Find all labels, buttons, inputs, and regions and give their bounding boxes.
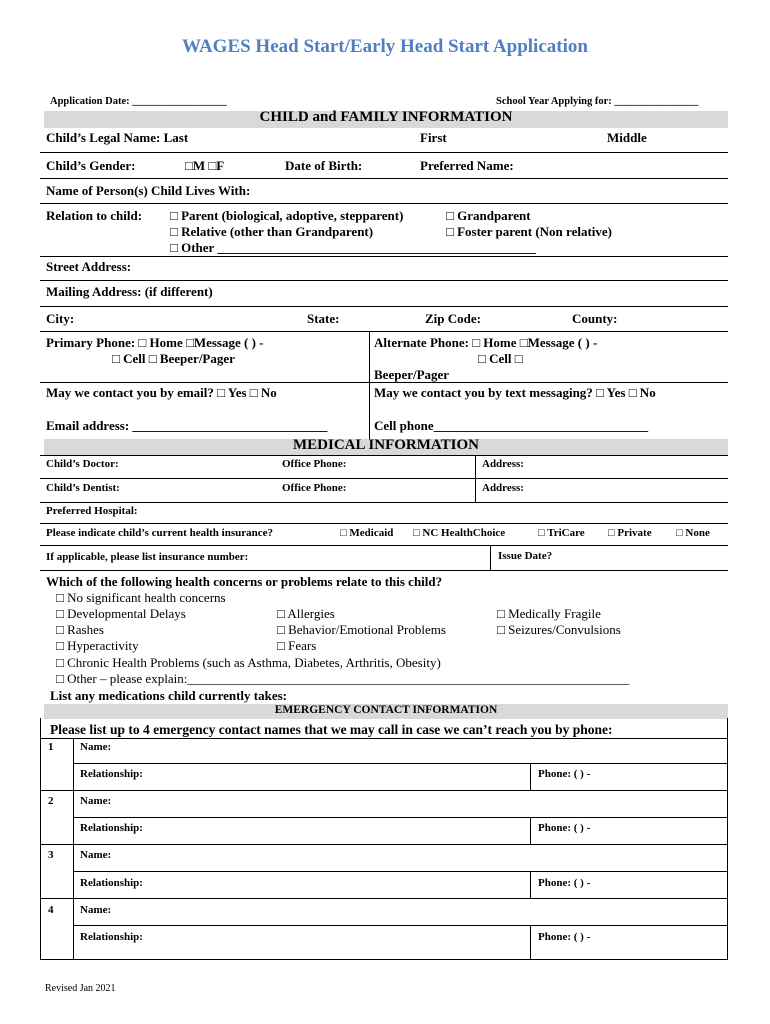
- insurance-question: Please indicate child’s current health insurance?: [46, 527, 274, 539]
- concern-behavior-checkbox[interactable]: □ Behavior/Emotional Problems: [277, 622, 446, 637]
- health-concerns-question: Which of the following health concerns or problems relate to this child?: [46, 574, 443, 589]
- phone-column-divider: [369, 331, 370, 439]
- medications-label: List any medications child currently takes:: [50, 688, 288, 703]
- email-contact-question[interactable]: May we contact you by email? □ Yes □ No: [46, 385, 277, 400]
- primary-phone-type[interactable]: □ Cell □ Beeper/Pager: [112, 351, 235, 366]
- relation-other-checkbox[interactable]: □ Other _________________________________________________: [170, 240, 536, 255]
- divider: [73, 925, 728, 926]
- school-year-field[interactable]: School Year Applying for: ________________: [496, 96, 699, 107]
- divider: [40, 545, 728, 546]
- zip-label: Zip Code:: [425, 311, 481, 326]
- contact-phone-label: Phone: ( ) -: [538, 822, 591, 834]
- divider: [40, 738, 728, 739]
- divider: [40, 203, 728, 204]
- phone-divider: [530, 925, 531, 960]
- grid-left-border: [40, 718, 41, 960]
- divider: [40, 523, 728, 524]
- contact-number: 3: [48, 849, 54, 861]
- insurance-tricare-checkbox[interactable]: □ TriCare: [538, 527, 585, 539]
- contact-phone-label: Phone: ( ) -: [538, 768, 591, 780]
- divider: [73, 871, 728, 872]
- email-address-field[interactable]: Email address: ______________________________: [46, 418, 328, 433]
- concern-allergies-checkbox[interactable]: □ Allergies: [277, 606, 335, 621]
- concern-rashes-checkbox[interactable]: □ Rashes: [56, 622, 104, 637]
- concern-seizures-checkbox[interactable]: □ Seizures/Convulsions: [497, 622, 621, 637]
- contact-relationship-label: Relationship:: [80, 877, 143, 889]
- doctor-address-label: Address:: [482, 458, 524, 470]
- divider: [40, 306, 728, 307]
- contact-phone-label: Phone: ( ) -: [538, 931, 591, 943]
- divider: [40, 570, 728, 571]
- relation-foster-checkbox[interactable]: □ Foster parent (Non relative): [446, 224, 612, 239]
- divider: [40, 478, 728, 479]
- divider: [40, 455, 728, 456]
- text-contact-question[interactable]: May we contact you by text messaging? □ Yes □ No: [374, 385, 656, 400]
- contact-relationship-label: Relationship:: [80, 822, 143, 834]
- divider: [40, 502, 728, 503]
- doctor-label: Child’s Doctor:: [46, 458, 119, 470]
- dob-label: Date of Birth:: [285, 158, 363, 173]
- divider: [73, 817, 728, 818]
- insurance-number-label: If applicable, please list insurance number:: [46, 551, 249, 563]
- alternate-phone-beeper[interactable]: Beeper/Pager: [374, 367, 450, 382]
- divider: [73, 763, 728, 764]
- dentist-phone-label: Office Phone:: [282, 482, 347, 494]
- primary-phone-field[interactable]: Primary Phone: □ Home □Message ( ) -: [46, 335, 264, 350]
- relation-relative-checkbox[interactable]: □ Relative (other than Grandparent): [170, 224, 374, 239]
- contact-relationship-label: Relationship:: [80, 931, 143, 943]
- alternate-phone-type[interactable]: □ Cell □: [478, 351, 523, 366]
- insurance-private-checkbox[interactable]: □ Private: [608, 527, 652, 539]
- contact-relationship-label: Relationship:: [80, 768, 143, 780]
- doctor-phone-label: Office Phone:: [282, 458, 347, 470]
- cell-phone-field[interactable]: Cell phone_________________________________: [374, 418, 649, 433]
- contact-name-label: Name:: [80, 849, 112, 861]
- relation-parent-checkbox[interactable]: □ Parent (biological, adoptive, stepparent): [170, 208, 404, 223]
- divider: [40, 178, 728, 179]
- alternate-phone-field[interactable]: Alternate Phone: □ Home □Message ( ) -: [374, 335, 598, 350]
- divider: [40, 280, 728, 281]
- contact-name-label: Name:: [80, 904, 112, 916]
- address-column-divider: [475, 455, 476, 503]
- contact-number: 1: [48, 741, 54, 753]
- relation-grandparent-checkbox[interactable]: □ Grandparent: [446, 208, 531, 223]
- gender-label: Child’s Gender:: [46, 158, 136, 173]
- application-date-field[interactable]: Application Date: __________________: [50, 96, 227, 107]
- insurance-nc-healthchoice-checkbox[interactable]: □ NC HealthChoice: [413, 527, 506, 539]
- lives-with-label: Name of Person(s) Child Lives With:: [46, 183, 251, 198]
- legal-name-first-label: First: [420, 130, 447, 145]
- section-heading-emergency: EMERGENCY CONTACT INFORMATION: [274, 704, 498, 716]
- emergency-instructions: Please list up to 4 emergency contact names that we may call in case we can’t reach you by phone:: [50, 722, 613, 737]
- relation-label: Relation to child:: [46, 208, 143, 223]
- concern-hyperactivity-checkbox[interactable]: □ Hyperactivity: [56, 638, 139, 653]
- revised-date: Revised Jan 2021: [45, 983, 116, 994]
- grid-number-column: [73, 738, 74, 960]
- insurance-none-checkbox[interactable]: □ None: [676, 527, 710, 539]
- concern-developmental-checkbox[interactable]: □ Developmental Delays: [56, 606, 186, 621]
- state-label: State:: [307, 311, 340, 326]
- insurance-medicaid-checkbox[interactable]: □ Medicaid: [340, 527, 394, 539]
- legal-name-last-label: Child’s Legal Name: Last: [46, 130, 189, 145]
- phone-divider: [530, 871, 531, 898]
- section-heading-medical: MEDICAL INFORMATION: [293, 437, 479, 453]
- issue-date-divider: [490, 545, 491, 570]
- grid-right-border: [727, 718, 728, 960]
- concern-chronic-checkbox[interactable]: □ Chronic Health Problems (such as Asthma, Diabetes, Arthritis, Obesity): [56, 655, 441, 670]
- issue-date-label: Issue Date?: [498, 550, 553, 562]
- concern-none-checkbox[interactable]: □ No significant health concerns: [56, 590, 226, 605]
- divider: [40, 256, 728, 257]
- hospital-label: Preferred Hospital:: [46, 505, 138, 517]
- form-title: WAGES Head Start/Early Head Start Application: [182, 36, 588, 57]
- county-label: County:: [572, 311, 618, 326]
- concern-fears-checkbox[interactable]: □ Fears: [277, 638, 317, 653]
- contact-name-label: Name:: [80, 795, 112, 807]
- concern-other-checkbox[interactable]: □ Other – please explain:____________________________________________________________________: [56, 671, 630, 686]
- preferred-name-label: Preferred Name:: [420, 158, 514, 173]
- contact-name-label: Name:: [80, 741, 112, 753]
- divider: [40, 152, 728, 153]
- divider: [40, 959, 728, 960]
- contact-number: 2: [48, 795, 54, 807]
- phone-divider: [530, 817, 531, 844]
- city-label: City:: [46, 311, 75, 326]
- divider: [40, 844, 728, 845]
- street-address-label: Street Address:: [46, 259, 132, 274]
- section-heading-child-family: CHILD and FAMILY INFORMATION: [259, 109, 513, 125]
- dentist-address-label: Address:: [482, 482, 524, 494]
- divider: [40, 790, 728, 791]
- legal-name-middle-label: Middle: [607, 130, 647, 145]
- divider: [40, 898, 728, 899]
- gender-checkboxes[interactable]: □M □F: [185, 158, 225, 173]
- divider: [40, 331, 728, 332]
- concern-medically-fragile-checkbox[interactable]: □ Medically Fragile: [497, 606, 601, 621]
- phone-divider: [530, 763, 531, 790]
- mailing-address-label: Mailing Address: (if different): [46, 284, 213, 299]
- divider: [40, 382, 728, 383]
- dentist-label: Child’s Dentist:: [46, 482, 120, 494]
- contact-number: 4: [48, 904, 54, 916]
- contact-phone-label: Phone: ( ) -: [538, 877, 591, 889]
